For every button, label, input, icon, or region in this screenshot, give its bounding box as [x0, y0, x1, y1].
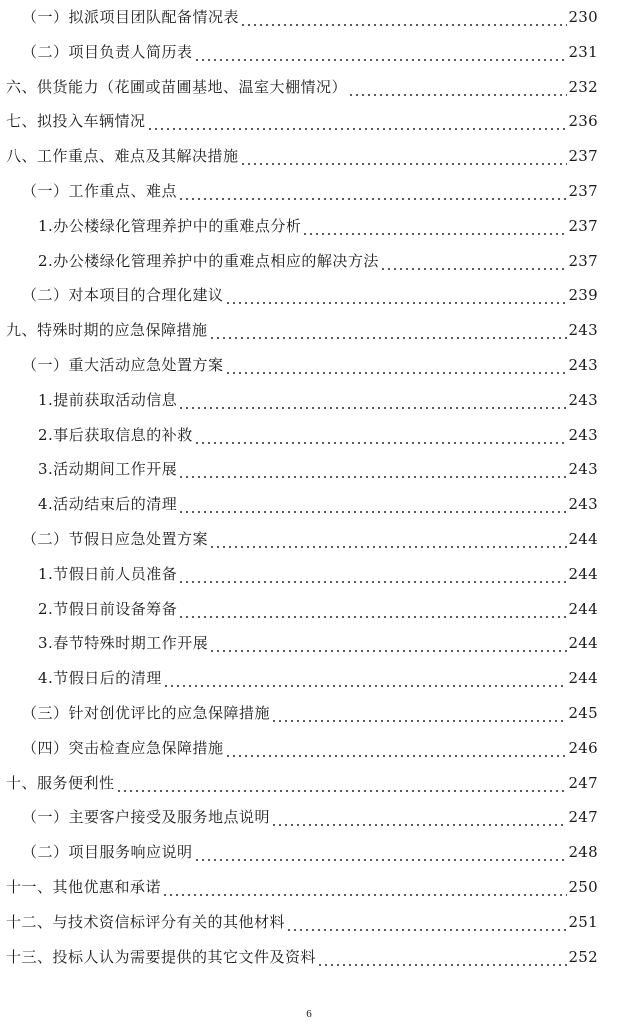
toc-dot-leader [162, 875, 567, 899]
toc-entry[interactable] [38, 457, 598, 481]
toc-entry[interactable] [6, 771, 598, 795]
toc-entry[interactable] [22, 179, 598, 203]
toc-entry[interactable] [22, 353, 598, 377]
toc-entry[interactable] [38, 492, 598, 516]
toc-entry-page: 237 [568, 216, 598, 235]
toc-entry-label: 4.活动结束后的清理 [38, 495, 178, 514]
toc-entry[interactable] [6, 318, 598, 342]
toc-dot-leader [209, 318, 568, 342]
toc-dot-leader [194, 423, 568, 447]
toc-entry-page: 248 [568, 843, 598, 862]
toc-entry-label: （二）对本项目的合理化建议 [22, 286, 224, 305]
toc-entry-label: 2.事后获取信息的补救 [38, 425, 193, 444]
toc-entry-page: 243 [568, 495, 598, 514]
toc-entry-label: 十、服务便利性 [6, 773, 115, 792]
toc-entry-page: 244 [568, 599, 598, 618]
toc-dot-leader [302, 214, 567, 238]
toc-entry-label: （一）拟派项目团队配备情况表 [22, 8, 240, 26]
toc-dot-leader [225, 736, 568, 760]
toc-entry-page: 244 [568, 530, 598, 548]
toc-dot-leader [116, 771, 568, 795]
toc-entry[interactable] [6, 910, 598, 934]
toc-dot-leader [271, 701, 567, 725]
toc-entry-page: 244 [568, 564, 598, 583]
toc-entry-label: 3.活动期间工作开展 [38, 460, 178, 479]
toc-entry-page: 247 [568, 773, 598, 792]
toc-entry[interactable] [22, 736, 598, 760]
toc-dot-leader [225, 353, 568, 377]
toc-entry-page: 243 [568, 460, 598, 479]
toc-entry-page: 247 [568, 808, 598, 827]
toc-entry-page: 237 [568, 147, 598, 166]
toc-entry-page: 251 [568, 912, 598, 931]
toc-entry[interactable] [6, 945, 598, 969]
toc-entry-page: 243 [568, 425, 598, 444]
toc-dot-leader [178, 597, 567, 621]
toc-dot-leader [178, 492, 567, 516]
toc-entry-page: 243 [568, 356, 598, 374]
toc-dot-leader [209, 631, 567, 655]
toc-entry[interactable] [22, 840, 598, 864]
toc-dot-leader [225, 283, 568, 307]
toc-entry-label: （一）工作重点、难点 [22, 182, 178, 200]
toc-dot-leader [286, 910, 567, 934]
toc-dot-leader [380, 249, 568, 273]
toc-entry-label: （一）主要客户接受及服务地点说明 [22, 808, 271, 827]
toc-entry-label: 六、供货能力（花圃或苗圃基地、温室大棚情况） [6, 77, 348, 96]
toc-entry-label: （三）针对创优评比的应急保障措施 [22, 704, 271, 722]
toc-entry-page: 244 [568, 634, 598, 653]
toc-entry-page: 231 [568, 42, 598, 61]
toc-entry[interactable] [38, 249, 598, 273]
toc-dot-leader [178, 457, 567, 481]
toc-entry-page: 244 [568, 669, 598, 688]
toc-dot-leader [178, 179, 567, 203]
page-number: 6 [306, 1008, 312, 1020]
toc-entry-page: 252 [568, 947, 598, 966]
toc-entry[interactable] [38, 631, 598, 655]
toc-entry-label: 4.节假日后的清理 [38, 669, 162, 688]
toc-entry[interactable] [22, 283, 598, 307]
toc-entry[interactable] [38, 666, 598, 690]
toc-entry-label: 1.办公楼绿化管理养护中的重难点分析 [38, 216, 302, 235]
toc-entry[interactable] [6, 109, 598, 133]
toc-entry-page: 237 [568, 182, 598, 200]
toc-dot-leader [271, 805, 567, 829]
toc-dot-leader [194, 40, 568, 64]
toc-dot-leader [317, 945, 567, 969]
toc-entry-page: 230 [568, 8, 598, 26]
toc-entry[interactable] [38, 597, 598, 621]
toc-entry[interactable] [6, 75, 598, 99]
toc-entry-page: 239 [568, 286, 598, 305]
toc-entry-page: 232 [568, 77, 598, 96]
toc-entry-label: 十一、其他优惠和承诺 [6, 878, 162, 896]
toc-entry-label: （二）项目负责人简历表 [22, 42, 193, 61]
toc-entry-page: 245 [568, 704, 598, 722]
toc-entry[interactable] [22, 527, 598, 551]
toc-entry[interactable] [22, 40, 598, 64]
toc-entry-page: 243 [568, 321, 598, 340]
toc-entry[interactable] [38, 388, 598, 412]
toc-dot-leader [178, 388, 567, 412]
toc-entry-page: 237 [568, 251, 598, 270]
toc-entry[interactable] [22, 701, 598, 725]
toc-entry-label: （二）节假日应急处置方案 [22, 530, 209, 548]
toc-entry-label: 九、特殊时期的应急保障措施 [6, 321, 208, 340]
toc-dot-leader [147, 109, 568, 133]
toc-entry-label: 七、拟投入车辆情况 [6, 112, 146, 131]
toc-entry-page: 250 [568, 878, 598, 896]
toc-entry[interactable] [38, 423, 598, 447]
toc-entry-label: （二）项目服务响应说明 [22, 843, 193, 862]
toc-entry[interactable] [22, 805, 598, 829]
toc-entry-page: 236 [568, 112, 598, 131]
toc-entry-page: 246 [568, 738, 598, 757]
toc-entry-label: 2.节假日前设备筹备 [38, 599, 178, 618]
toc-dot-leader [163, 666, 568, 690]
toc-dot-leader [178, 562, 567, 586]
toc-entry[interactable] [6, 144, 598, 168]
toc-dot-leader [209, 527, 567, 551]
toc-entry[interactable] [6, 875, 598, 899]
toc-entry-label: 八、工作重点、难点及其解决措施 [6, 147, 239, 166]
toc-dot-leader [240, 5, 567, 29]
toc-entry-label: 1.提前获取活动信息 [38, 390, 178, 409]
toc-entry-label: 1.节假日前人员准备 [38, 564, 178, 583]
toc-dot-leader [348, 75, 567, 99]
toc-entry-label: 2.办公楼绿化管理养护中的重难点相应的解决方法 [38, 251, 379, 270]
toc-entry[interactable] [38, 562, 598, 586]
toc-entry-label: 3.春节特殊时期工作开展 [38, 634, 209, 653]
toc-entry-label: 十三、投标人认为需要提供的其它文件及资料 [6, 947, 317, 966]
toc-entry-label: 十二、与技术资信标评分有关的其他材料 [6, 912, 286, 931]
toc-entry[interactable] [38, 214, 598, 238]
toc-entry-page: 243 [568, 390, 598, 409]
toc-dot-leader [194, 840, 568, 864]
toc-entry-label: （一）重大活动应急处置方案 [22, 356, 224, 374]
toc-entry-label: （四）突击检查应急保障措施 [22, 738, 224, 757]
toc-dot-leader [240, 144, 568, 168]
toc-entry[interactable] [22, 5, 598, 29]
